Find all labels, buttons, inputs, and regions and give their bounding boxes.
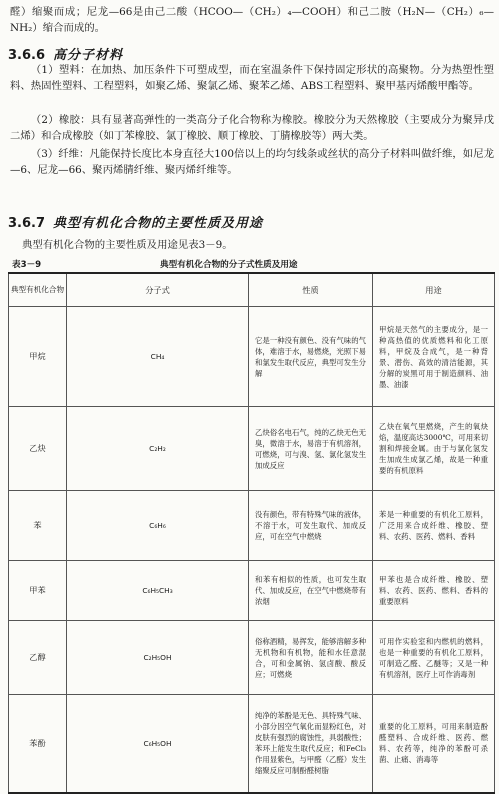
compound-name: 乙炔 [9,407,67,491]
compound-table [8,272,495,794]
compound-property: 它是一种没有颜色、没有气味的气体，难溶于水，易燃烧，光照下易和氯发生取代反应，典型可发生分解 [249,307,373,407]
section-number: 3.6.7 [8,216,46,231]
compound-name: 甲苯 [9,561,67,621]
compound-formula: C₂H₂ [67,407,249,491]
header-compound: 典型有机化合物 [9,273,67,307]
section-3-6-7-heading [8,212,263,231]
header-property: 性质 [249,273,373,307]
compound-property: 俗称酒精，易挥发，能够溶解多种无机物和有机物，能和水任意混合，可和金属钠、氢卤酸、酸反应；可燃烧 [249,621,373,695]
top-paragraph: 醛）缩聚而成；尼龙—66是由己二酸（HCOO—（CH₂）₄—COOH）和己二胺（H₂N—（CH₂）₆—NH₂）缩合而成的。 [10,6,494,34]
table-header-row [9,273,495,307]
plastics-paragraph: （1）塑料：在加热、加压条件下可塑成型，而在室温条件下保持固定形状的高聚物。分为热塑性塑料、热固性塑料、工程塑料，如聚乙烯、聚氯乙烯、聚苯乙烯、ABS工程塑料、聚甲基丙烯酸甲酯等。 [10,64,494,92]
compound-use: 甲苯也是合成纤维、橡胶、塑料、农药、医药、燃料、香料的重要原料 [373,561,495,621]
rubber-paragraph: （2）橡胶：具有显著高弹性的一类高分子化合物称为橡胶。橡胶分为天然橡胶（主要成分为聚异戊二烯）和合成橡胶（如丁苯橡胶、氯丁橡胶、顺丁橡胶、丁腈橡胶等）两大类。 [10,114,494,142]
compound-name: 乙醇 [9,621,67,695]
section-title: 典型有机化合物的主要性质及用途 [53,216,264,231]
table-title: 典型有机化合物的分子式性质及用途 [160,260,298,270]
compound-property: 纯净的苯酚是无色、具特殊气味、小部分因空气氧化而显粉红色，对皮肤有强烈的腐蚀性，具弱酸性；苯环上能发生取代反应；和FeCl₃作用显紫色，与甲醛（乙醛）发生缩聚反应可制酚醛树脂 [249,695,373,793]
table-row [9,491,495,561]
section-intro: 典型有机化合物的主要性质及用途见表3－9。 [22,239,233,251]
compound-formula: C₂H₅OH [67,621,249,695]
table-label: 表3－9 [12,260,42,270]
table-row [9,561,495,621]
compound-use: 乙炔在氧气里燃烧，产生的氧炔焰，温度高达3000℃，可用来切割和焊接金属。由于与氯化氢发生加成生成氯乙烯，故是一种重要的有机原料 [373,407,495,491]
table-row [9,307,495,407]
section-number: 3.6.6 [8,48,46,63]
table-row [9,407,495,491]
compound-property: 乙炔俗名电石气，纯的乙炔无色无臭，微溶于水，易溶于有机溶剂，可燃烧，可与溴、氢、氯化氢发生加成反应 [249,407,373,491]
fiber-paragraph: （3）纤维：凡能保持长度比本身直径大100倍以上的均匀线条或丝状的高分子材料叫做纤维，如尼龙—6、尼龙—66、聚丙烯腈纤维、聚丙烯纤维等。 [10,148,494,176]
compound-formula: C₆H₅CH₃ [67,561,249,621]
header-use: 用途 [373,273,495,307]
compound-formula: C₆H₅OH [67,695,249,793]
compound-use: 重要的化工原料，可用来制造酚醛塑料、合成纤维、医药、燃料、农药等，纯净的苯酚可杀菌、止痛、消毒等 [373,695,495,793]
compound-property: 和苯有相似的性质，也可发生取代、加成反应，在空气中燃烧带有浓烟 [249,561,373,621]
compound-formula: CH₄ [67,307,249,407]
compound-formula: C₆H₆ [67,491,249,561]
section-title: 高分子材料 [53,48,124,63]
compound-use: 甲烷是天然气的主要成分，是一种高热值的优质燃料和化工原料，甲烷及合成气，是一种背景、潜伤、高效的清洁能源，其分解的炭黑可用于制造颜料、油墨、油漆 [373,307,495,407]
table-row [9,695,495,793]
compound-use: 可用作实验室和内燃机的燃料，也是一种重要的有机化工原料，可制造乙醛、乙醚等；又是一种有机溶剂，医疗上可作消毒剂 [373,621,495,695]
table-row [9,621,495,695]
compound-property: 没有颜色，带有特殊气味的液体，不溶于水，可发生取代、加成反应，可在空气中燃烧 [249,491,373,561]
compound-name: 苯 [9,491,67,561]
compound-name: 甲烷 [9,307,67,407]
compound-name: 苯酚 [9,695,67,793]
header-formula: 分子式 [67,273,249,307]
section-3-6-6-heading [8,44,123,63]
compound-use: 苯是一种重要的有机化工原料，广泛用来合成纤维、橡胶、塑料、农药、医药、燃料、香料 [373,491,495,561]
